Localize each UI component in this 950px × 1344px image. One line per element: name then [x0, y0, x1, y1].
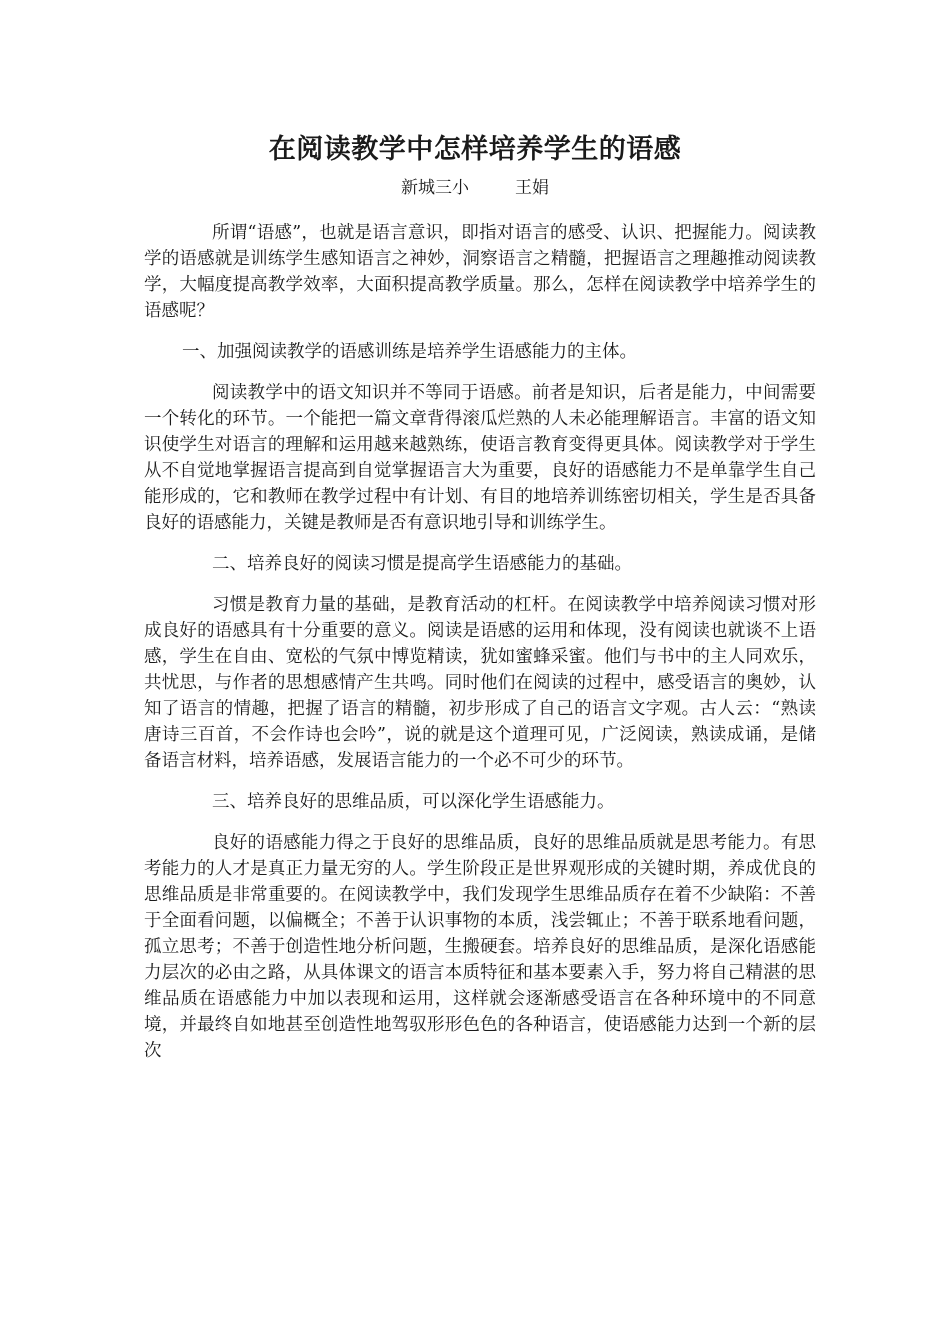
- author-byline: [0, 176, 950, 200]
- section-body-2: 习惯是教育力量的基础，是教育活动的杠杆。在阅读教学中培养阅读习惯对形成良好的语感具有十分重要的意义。阅读是语感的运用和体现，没有阅读也就谈不上语感，学生在自由、宽松的气氛中博览精读，犹如蜜蜂采蜜。他们与书中的主人同欢乐，共忧思，与作者的思想感情产生共鸣。同时他们在阅读的过程中，感受语言的奥妙，认知了语言的情趣，把握了语言的精髓，初步形成了自己的语言文字观。古人云：“熟读唐诗三百首，不会作诗也会吟”，说的就是这个道理可见，广泛阅读，熟读成诵，是储备语言材料，培养语感，发展语言能力的一个必不可少的环节。: [144, 595, 816, 771]
- section-heading-1: 一、加强阅读教学的语感训练是培养学生语感能力的主体。: [182, 342, 637, 362]
- section-heading-2: 二、培养良好的阅读习惯是提高学生语感能力的基础。: [212, 554, 632, 574]
- section-heading-3: 三、培养良好的思维品质，可以深化学生语感能力。: [212, 792, 615, 812]
- author-school: 新城三小: [401, 178, 469, 198]
- intro-paragraph: 所谓“语感”，也就是语言意识，即指对语言的感受、认识、把握能力。阅读教学的语感就是训练学生感知语言之神妙，洞察语言之精髓，把握语言之理趣推动阅读教 学，大幅度提高教学效率，大面积提高教学质量。那么，怎样在阅读教学中培养学生的语感呢？: [144, 223, 834, 321]
- document-title: 在阅读教学中怎样培养学生的语感: [268, 134, 682, 165]
- document-body: [144, 220, 834, 1079]
- author-name: 王娟: [515, 178, 549, 198]
- section-body-3: 良好的语感能力得之于良好的思维品质，良好的思维品质就是思考能力。有思考能力的人才是真正力量无穷的人。学生阶段正是世界观形成的关键时期，养成优良的思维品质是非常重要的。在阅读教学中，我们发现学生思维品质存在着不少缺陷：不善于全面看问题，以偏概全；不善于认识事物的本质，浅尝辄止；不善于联系地看问题，孤立思考；不善于创造性地分析问题，生搬硬套。培养良好的思维品质，是深化语感能力层次的必由之路，从具体课文的语言本质特征和基本要素入手，努力将自己精湛的思维品质在语感能力中加以表现和运用，这样就会逐渐感受语言在各种环境中的不同意境，并最终自如地甚至创造性地驾驭形形色色的各种语言，使语感能力达到一个新的层次: [144, 833, 816, 1061]
- section-body-1: 阅读教学中的语文知识并不等同于语感。前者是知识，后者是能力，中间需要一个转化的环节。一个能把一篇文章背得滚瓜烂熟的人未必能理解语言。丰富的语文知识使学生对语言的理解和运用越来越熟练，使语言教育变得更具体。阅读教学对于学生从不自觉地掌握语言提高到自觉掌握语言大为重要，良好的语感能力不是单靠学生自己能形成的，它和教师在教学过程中有计划、有目的地培养训练密切相关，学生是否具备良好的语感能力，关键是教师是否有意识地引导和训练学生。: [144, 383, 816, 533]
